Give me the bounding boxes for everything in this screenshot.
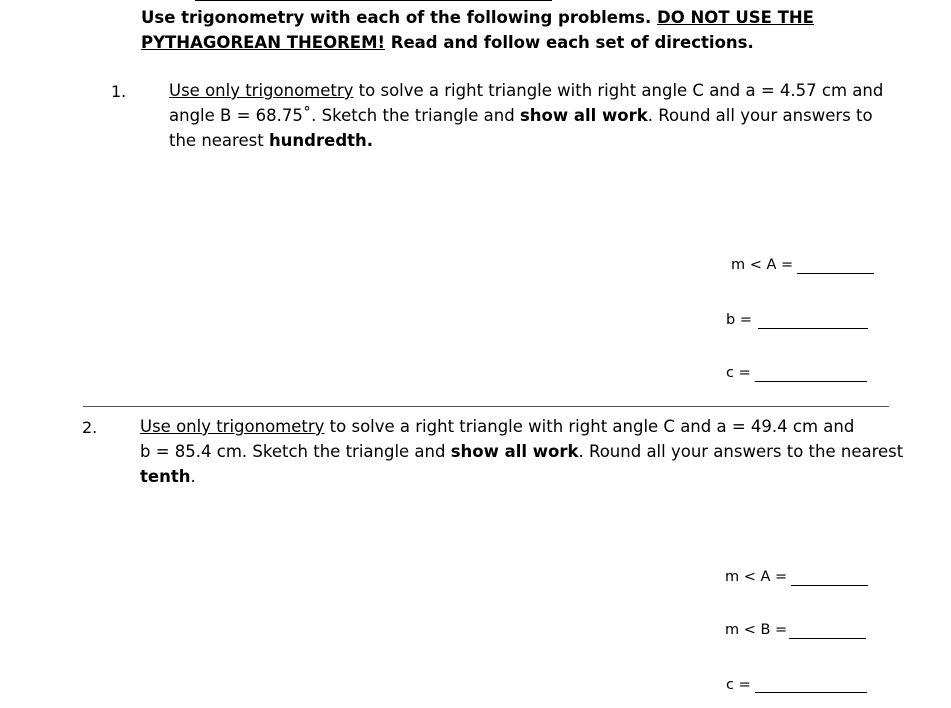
answer-label-p1-angle-a: m < A = [731, 257, 794, 273]
section-divider [83, 406, 889, 407]
problem-2-line-1: to solve a right triangle with right angle C and a = 49.4 cm and [329, 417, 855, 436]
answer-label-p2-angle-a: m < A = [725, 569, 788, 585]
instructions-follow: Read and follow each set of directions. [390, 33, 754, 52]
answer-label-p2-c: c = [726, 677, 751, 693]
answer-label-p1-c: c = [726, 365, 751, 381]
problem-1-precision: hundredth. [268, 131, 374, 150]
problem-2-precision: tenth [140, 467, 191, 486]
instructions [141, 5, 814, 55]
problem-2-number: 2. [82, 418, 98, 437]
problem-2-text [140, 414, 903, 489]
problem-1-line-2b: . Round all your answers to [647, 106, 873, 125]
emphasis-no-pythagorean: DO NOT USE THE [657, 8, 814, 27]
answer-blank-p1-angle-a[interactable] [797, 273, 874, 274]
problem-2-underlined: Use only trigonometry [140, 417, 325, 436]
instructions-line-1 [141, 5, 814, 30]
problem-1-show-work: show all work [519, 106, 648, 125]
emphasis-pythagorean-theorem: PYTHAGOREAN THEOREM! [141, 33, 386, 52]
answer-blank-p2-angle-b[interactable] [789, 638, 866, 639]
problem-2-line-2: b = 85.4 cm. Sketch the triangle and [140, 442, 446, 461]
problem-1-number: 1. [111, 82, 127, 101]
problem-2-show-work: show all work [450, 442, 579, 461]
answer-blank-p2-angle-a[interactable] [791, 585, 868, 586]
problem-2-line-3: . [190, 467, 196, 486]
answer-blank-p1-c[interactable] [755, 381, 867, 382]
problem-1-line-2: angle B = 68.75˚. Sketch the triangle and [169, 106, 515, 125]
top-rule [195, 0, 552, 1]
answer-blank-p2-c[interactable] [755, 692, 867, 693]
problem-2-line-2b: . Round all your answers to the nearest [578, 442, 904, 461]
problem-1-text [169, 78, 883, 153]
answer-label-p1-b: b = [726, 312, 752, 328]
problem-1-underlined: Use only trigonometry [169, 81, 354, 100]
problem-1-line-1: to solve a right triangle with right angle C and a = 4.57 cm and [358, 81, 884, 100]
instructions-line-2 [141, 30, 814, 55]
problem-1-line-3: the nearest [169, 131, 264, 150]
instructions-text: Use trigonometry with each of the following problems. [141, 8, 652, 27]
answer-blank-p1-b[interactable] [758, 328, 868, 329]
answer-label-p2-angle-b: m < B = [725, 622, 788, 638]
